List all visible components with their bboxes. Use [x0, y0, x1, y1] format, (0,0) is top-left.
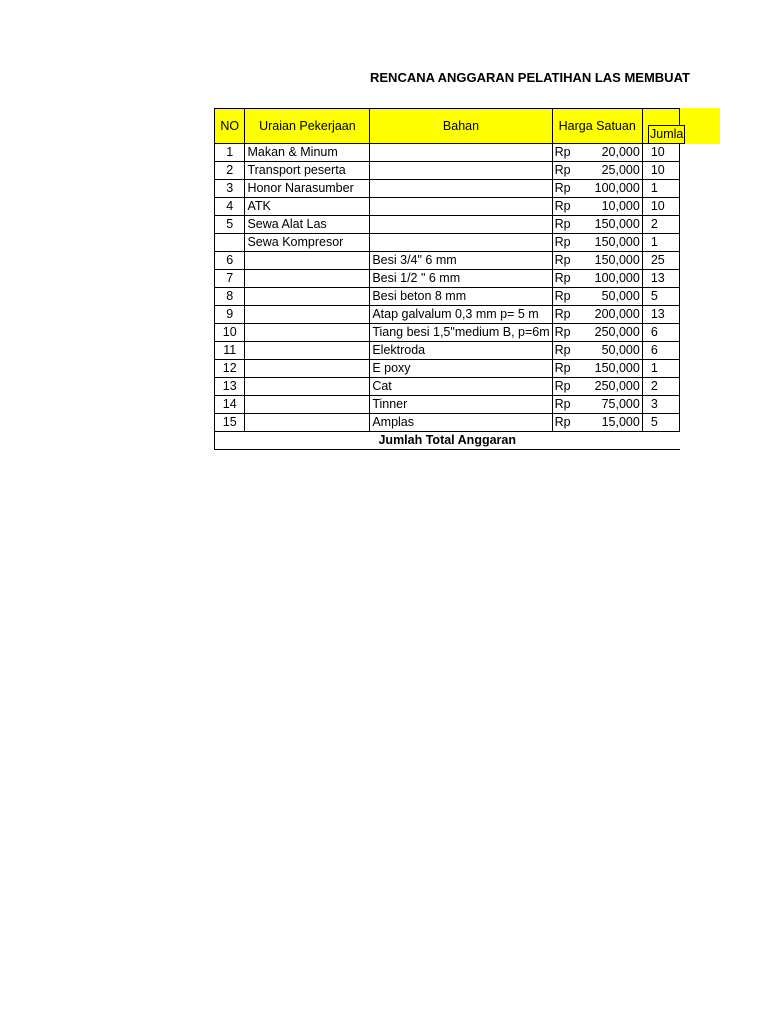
cell-bahan: Besi 1/2 " 6 mm — [370, 270, 552, 288]
price-value: 150,000 — [594, 235, 640, 249]
cell-uraian — [245, 252, 370, 270]
total-label: Jumlah Total Anggaran — [215, 432, 680, 450]
cell-uraian — [245, 396, 370, 414]
header-jumlah: Jumla — [648, 125, 685, 144]
cell-uraian — [245, 414, 370, 432]
cell-no: 13 — [215, 378, 245, 396]
cell-jumlah: 10 — [642, 198, 679, 216]
cell-harga — [552, 414, 642, 432]
cell-harga — [552, 342, 642, 360]
table-row — [215, 270, 680, 288]
cell-bahan: Besi beton 8 mm — [370, 288, 552, 306]
table-row — [215, 342, 680, 360]
table-row — [215, 378, 680, 396]
cell-harga — [552, 252, 642, 270]
cell-no: 15 — [215, 414, 245, 432]
cell-no: 3 — [215, 180, 245, 198]
currency-label: Rp — [554, 181, 571, 195]
cell-jumlah: 25 — [642, 252, 679, 270]
price-value: 250,000 — [594, 325, 640, 339]
cell-uraian: Sewa Alat Las — [245, 216, 370, 234]
cell-uraian: Makan & Minum — [245, 144, 370, 162]
cell-jumlah: 13 — [642, 270, 679, 288]
cell-bahan: Amplas — [370, 414, 552, 432]
cell-no: 1 — [215, 144, 245, 162]
cell-harga — [552, 396, 642, 414]
header-uraian: Uraian Pekerjaan — [245, 109, 370, 144]
cell-jumlah: 10 — [642, 144, 679, 162]
header-row — [215, 109, 680, 144]
cell-jumlah: 1 — [642, 234, 679, 252]
price-value: 10,000 — [601, 199, 640, 213]
cell-bahan: Besi 3/4" 6 mm — [370, 252, 552, 270]
cell-jumlah: 13 — [642, 306, 679, 324]
cell-bahan — [370, 234, 552, 252]
table-row — [215, 180, 680, 198]
cell-no — [215, 234, 245, 252]
header-fill-overflow — [680, 108, 720, 144]
price-value: 15,000 — [601, 415, 640, 429]
price-value: 150,000 — [594, 361, 640, 375]
currency-label: Rp — [554, 361, 571, 375]
price-value: 150,000 — [594, 253, 640, 267]
table-row — [215, 144, 680, 162]
cell-jumlah: 5 — [642, 414, 679, 432]
header-bahan: Bahan — [370, 109, 552, 144]
cell-uraian: Honor Narasumber — [245, 180, 370, 198]
currency-label: Rp — [554, 289, 571, 303]
cell-harga — [552, 180, 642, 198]
cell-no: 8 — [215, 288, 245, 306]
cell-harga — [552, 216, 642, 234]
cell-no: 4 — [215, 198, 245, 216]
price-value: 100,000 — [594, 181, 640, 195]
currency-label: Rp — [554, 379, 571, 393]
price-value: 75,000 — [601, 397, 640, 411]
cell-harga — [552, 270, 642, 288]
cell-bahan — [370, 162, 552, 180]
currency-label: Rp — [554, 145, 571, 159]
currency-label: Rp — [554, 217, 571, 231]
cell-harga — [552, 162, 642, 180]
table-row — [215, 252, 680, 270]
cell-uraian: Transport peserta — [245, 162, 370, 180]
budget-table-container — [214, 108, 684, 460]
cell-no: 11 — [215, 342, 245, 360]
cell-bahan — [370, 216, 552, 234]
cell-jumlah: 6 — [642, 342, 679, 360]
cell-no: 2 — [215, 162, 245, 180]
budget-table — [214, 108, 680, 450]
cell-uraian — [245, 378, 370, 396]
cell-harga — [552, 324, 642, 342]
table-row — [215, 414, 680, 432]
currency-label: Rp — [554, 325, 571, 339]
currency-label: Rp — [554, 397, 571, 411]
price-value: 200,000 — [594, 307, 640, 321]
price-value: 20,000 — [601, 145, 640, 159]
cell-bahan: Elektroda — [370, 342, 552, 360]
cell-bahan: Tinner — [370, 396, 552, 414]
cell-no: 6 — [215, 252, 245, 270]
cell-uraian — [245, 360, 370, 378]
cell-jumlah: 3 — [642, 396, 679, 414]
cell-harga — [552, 198, 642, 216]
table-row — [215, 288, 680, 306]
page-title: RENCANA ANGGARAN PELATIHAN LAS MEMBUAT — [370, 70, 690, 85]
price-value: 150,000 — [594, 217, 640, 231]
cell-harga — [552, 288, 642, 306]
cell-bahan — [370, 180, 552, 198]
table-row — [215, 216, 680, 234]
currency-label: Rp — [554, 253, 571, 267]
cell-bahan — [370, 198, 552, 216]
currency-label: Rp — [554, 307, 571, 321]
cell-no: 12 — [215, 360, 245, 378]
header-harga: Harga Satuan — [552, 109, 642, 144]
cell-harga — [552, 234, 642, 252]
currency-label: Rp — [554, 199, 571, 213]
table-row — [215, 324, 680, 342]
cell-no: 14 — [215, 396, 245, 414]
cell-jumlah: 2 — [642, 216, 679, 234]
cell-jumlah: 2 — [642, 378, 679, 396]
cell-bahan: E poxy — [370, 360, 552, 378]
currency-label: Rp — [554, 163, 571, 177]
cell-bahan: Tiang besi 1,5"medium B, p=6m — [370, 324, 552, 342]
cell-jumlah: 6 — [642, 324, 679, 342]
cell-uraian — [245, 288, 370, 306]
cell-uraian — [245, 324, 370, 342]
cell-no: 5 — [215, 216, 245, 234]
cell-no: 10 — [215, 324, 245, 342]
header-no: NO — [215, 109, 245, 144]
cell-jumlah: 1 — [642, 180, 679, 198]
currency-label: Rp — [554, 415, 571, 429]
table-row — [215, 306, 680, 324]
table-row — [215, 360, 680, 378]
table-row — [215, 234, 680, 252]
cell-jumlah: 1 — [642, 360, 679, 378]
price-value: 50,000 — [601, 289, 640, 303]
price-value: 50,000 — [601, 343, 640, 357]
cell-bahan — [370, 144, 552, 162]
cell-harga — [552, 306, 642, 324]
currency-label: Rp — [554, 235, 571, 249]
cell-uraian — [245, 306, 370, 324]
table-row — [215, 162, 680, 180]
currency-label: Rp — [554, 343, 571, 357]
total-row — [215, 432, 680, 450]
price-value: 100,000 — [594, 271, 640, 285]
table-row — [215, 396, 680, 414]
cell-bahan: Atap galvalum 0,3 mm p= 5 m — [370, 306, 552, 324]
cell-jumlah: 5 — [642, 288, 679, 306]
currency-label: Rp — [554, 271, 571, 285]
price-value: 25,000 — [601, 163, 640, 177]
cell-uraian — [245, 342, 370, 360]
cell-uraian — [245, 270, 370, 288]
cell-no: 7 — [215, 270, 245, 288]
cell-no: 9 — [215, 306, 245, 324]
cell-jumlah: 10 — [642, 162, 679, 180]
cell-uraian: Sewa Kompresor — [245, 234, 370, 252]
cell-uraian: ATK — [245, 198, 370, 216]
cell-harga — [552, 378, 642, 396]
cell-harga — [552, 360, 642, 378]
table-row — [215, 198, 680, 216]
cell-bahan: Cat — [370, 378, 552, 396]
price-value: 250,000 — [594, 379, 640, 393]
cell-harga — [552, 144, 642, 162]
